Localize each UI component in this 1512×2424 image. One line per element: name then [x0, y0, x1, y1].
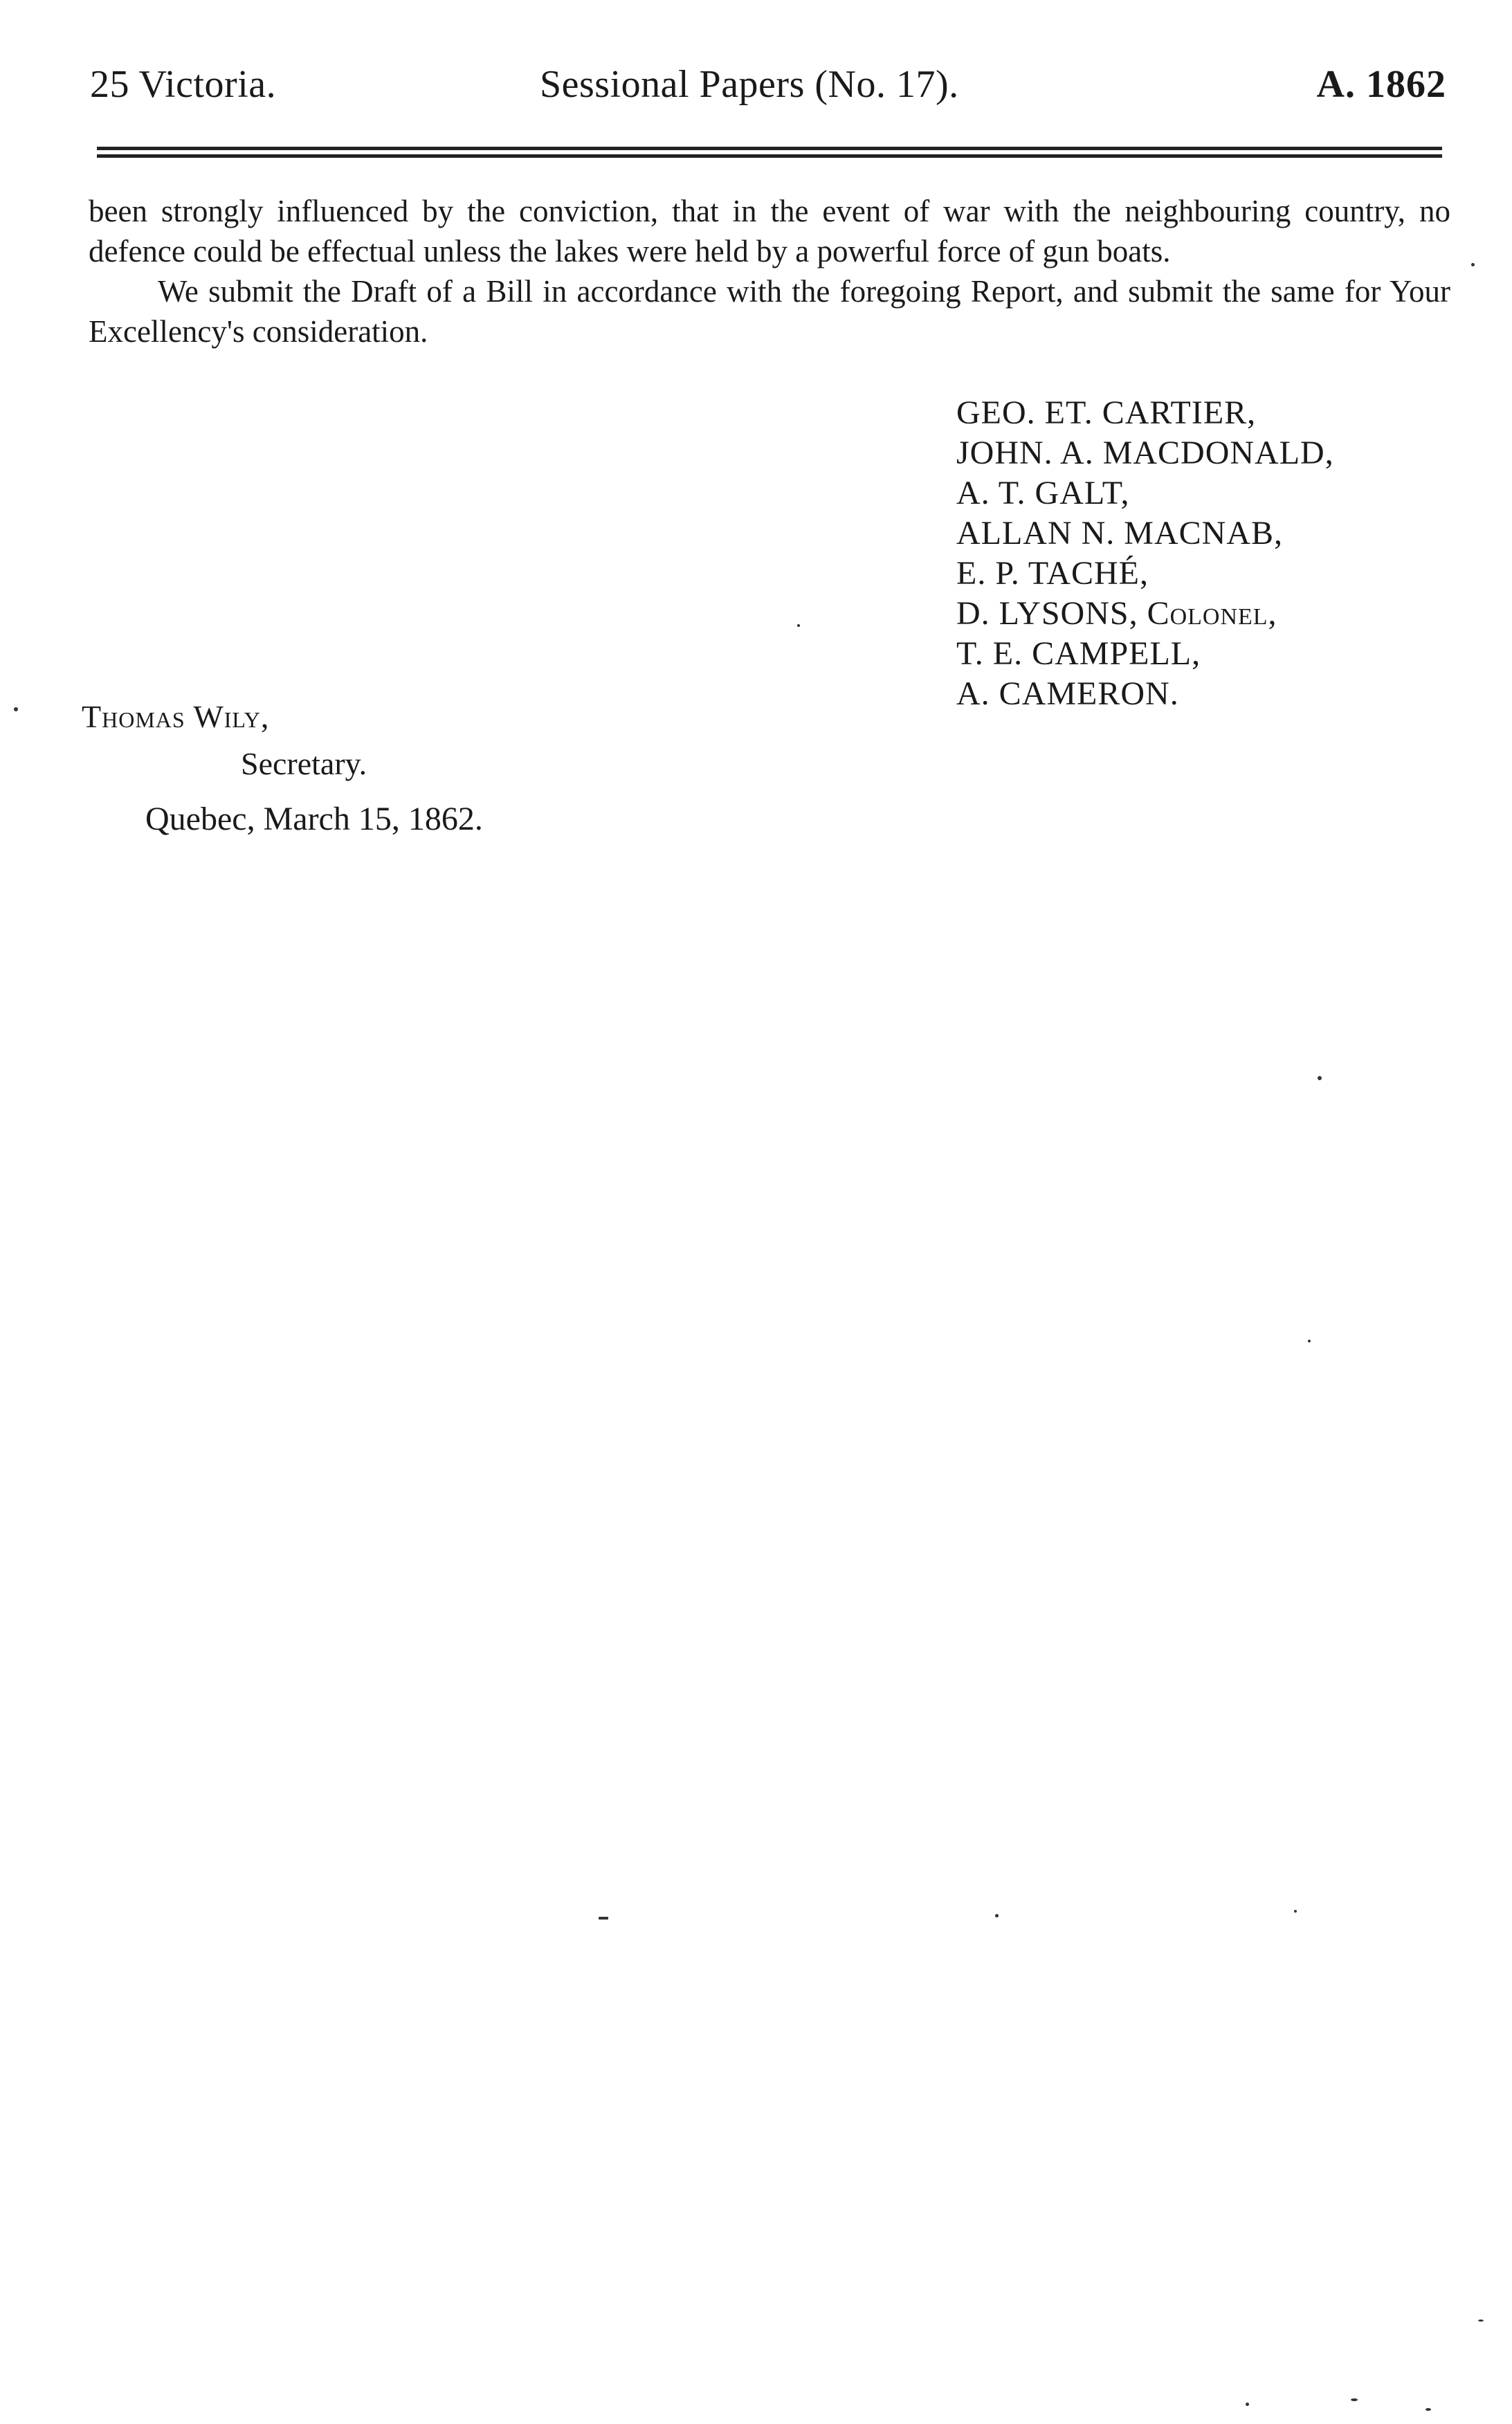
running-head-volume: 25 Victoria. [90, 63, 277, 106]
running-head [90, 57, 1446, 112]
secretary-block [82, 693, 367, 787]
running-head-title: Sessional Papers (No. 17). [540, 63, 959, 106]
scan-speck [1308, 1340, 1311, 1342]
signatory-tache: E. P. TACHÉ, [956, 555, 1149, 592]
signatory-lysons-name: D. LYSONS, [956, 595, 1138, 632]
scan-speck [1318, 1076, 1322, 1080]
signatory-macnab: ALLAN N. MACNAB, [956, 515, 1283, 552]
paragraph-continuation: been strongly influenced by the conviction, that in the event of war with the neighbouring country, no defence could be effectual unless the lakes were held by a powerful force of gun boats. [89, 194, 1450, 268]
scan-speck [995, 1914, 999, 1917]
scan-speck [1471, 263, 1475, 266]
scan-speck [797, 624, 800, 627]
signatory-galt: A. T. GALT, [956, 475, 1130, 511]
signatories-block [956, 393, 1334, 714]
signatory-campell: T. E. CAMPELL, [956, 635, 1201, 672]
header-rule-top [97, 147, 1442, 150]
scan-speck [1294, 1910, 1297, 1913]
signatory-lysons-rank: Colonel, [1147, 595, 1277, 632]
header-rule-bottom [97, 154, 1442, 158]
running-head-year: A. 1862 [1316, 63, 1446, 106]
scan-speck [1246, 2403, 1249, 2406]
place-and-date: Quebec, March 15, 1862. [145, 801, 483, 837]
scan-speck [14, 707, 18, 711]
secretary-title: Secretary. [241, 746, 367, 781]
signatory-lysons [956, 594, 1334, 634]
secretary-name: Thomas Wily, [82, 699, 270, 734]
signatory-cameron: A. CAMERON. [956, 675, 1179, 712]
scan-speck [599, 1917, 608, 1920]
paragraph-submission: We submit the Draft of a Bill in accordance with the foregoing Report, and submit the same for Your Excellency's consideration. [89, 274, 1450, 349]
scan-speck [1478, 2320, 1484, 2322]
header-double-rule [97, 147, 1442, 159]
scan-speck [1351, 2398, 1358, 2401]
signatory-macdonald: JOHN. A. MACDONALD, [956, 435, 1334, 471]
body-text [89, 191, 1450, 352]
scan-speck [1426, 2408, 1431, 2411]
signatory-cartier: GEO. ET. CARTIER, [956, 394, 1257, 431]
